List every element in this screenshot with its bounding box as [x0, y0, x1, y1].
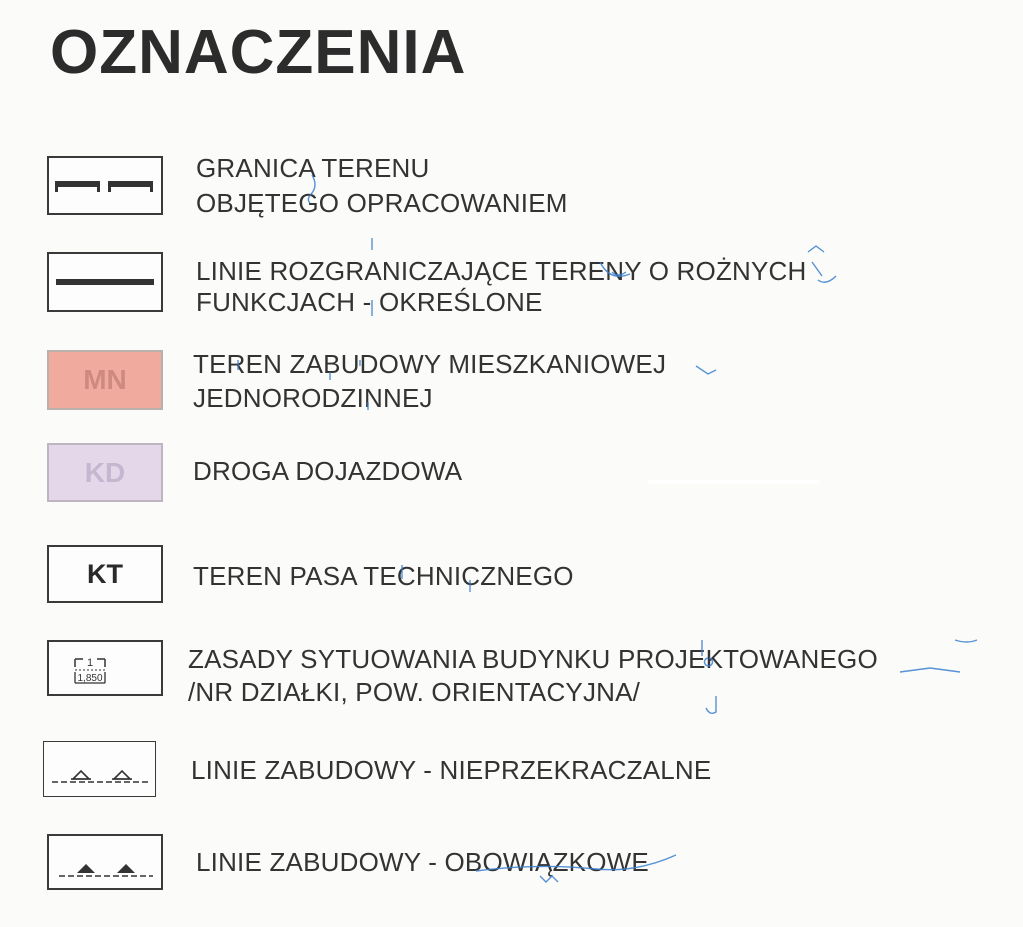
legend-label: TEREN ZABUDOWY MIESZKANIOWEJ	[193, 349, 667, 379]
legend-label: LINIE ZABUDOWY - OBOWIĄZKOWE	[196, 847, 649, 877]
legend-label: /NR DZIAŁKI, POW. ORIENTACYJNA/	[188, 677, 641, 707]
legend-label: JEDNORODZINNEJ	[193, 383, 433, 413]
plot-area: 1,850	[77, 673, 103, 684]
legend-label: LINIE ROZGRANICZAJĄCE TERENY O ROŻNYCH	[196, 256, 807, 286]
legend-label: TEREN PASA TECHNICZNEGO	[193, 561, 574, 591]
plot-number: 1	[86, 657, 94, 669]
filled-triangles-symbol	[47, 834, 163, 890]
open-triangles-line-icon	[44, 742, 154, 795]
legend-label: ZASADY SYTUOWANIA BUDYNKU PROJEKTOWANEGO	[188, 644, 878, 674]
white-strip	[648, 480, 820, 484]
legend-label: FUNKCJACH - OKREŚLONE	[196, 287, 543, 317]
kd-code: KD	[84, 456, 126, 488]
legend-title: OZNACZENIA	[50, 18, 467, 87]
dividing-line-symbol	[47, 252, 163, 312]
legend-label: OBJĘTEGO OPRACOWANIEM	[196, 188, 568, 218]
solid-line-icon	[49, 254, 161, 310]
kd-symbol	[47, 443, 163, 502]
kt-code: KT	[87, 558, 123, 589]
legend-label: DROGA DOJAZDOWA	[193, 456, 463, 486]
open-triangles-symbol	[43, 741, 156, 797]
mn-code: MN	[83, 364, 127, 395]
filled-triangles-line-icon	[49, 836, 161, 888]
plot-label-icon	[49, 642, 161, 694]
plot-label-symbol	[47, 640, 163, 696]
boundary-line-symbol	[47, 156, 163, 215]
kt-symbol	[47, 545, 163, 603]
legend-label: GRANICA TERENU	[196, 153, 430, 183]
mn-symbol	[47, 350, 163, 410]
double-dash-line-icon	[49, 158, 161, 213]
legend-label: LINIE ZABUDOWY - NIEPRZEKRACZALNE	[191, 755, 712, 785]
